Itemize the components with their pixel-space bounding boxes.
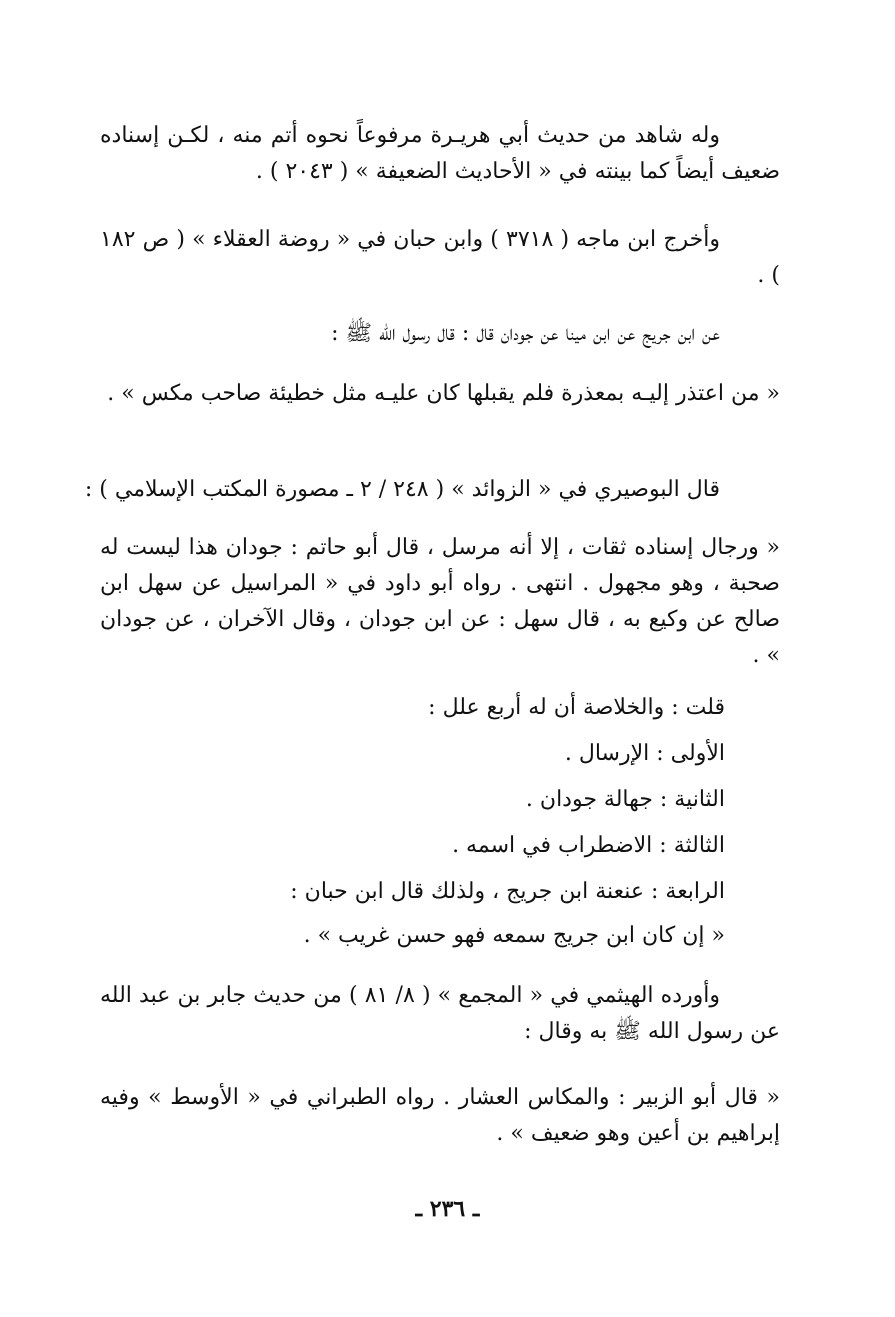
paragraph-shahid: وله شاهد من حديث أبي هريـرة مرفوعاً نحوه أتم منه ، لكـن إسناده ضعيف أيضاً كما بينته في « الأحاديث الضعيفة » ( ٢٠٤٣ ) . <box>100 123 780 184</box>
list-item-third: الثالثة : الاضطراب في اسمه . <box>452 833 725 858</box>
paragraph-haythami-quote: « قال أبو الزبير : والمكاس العشار . رواه الطبراني في « الأوسط » وفيه إبراهيم بن أعين وهو ضعيف » . <box>100 1085 780 1146</box>
ibn-hibban-quote: « إن كان ابن جريج سمعه فهو حسن غريب » . <box>303 923 725 948</box>
paragraph-isnad: عن ابن جريج عن ابن مينا عن جودان قال : قال رسول الله ﷺ : <box>331 321 720 346</box>
list-item-first: الأولى : الإرسال . <box>564 741 725 766</box>
list-item-fourth: الرابعة : عنعنة ابن جريج ، ولذلك قال ابن حبان : <box>290 879 725 904</box>
paragraph-busiri: قال البوصيري في « الزوائد » ( ٢٤٨ / ٢ ـ مصورة المكتب الإسلامي ) : <box>84 477 720 502</box>
page-number: ـ ٢٣٦ ـ <box>415 1196 480 1222</box>
list-item-second: الثانية : جهالة جودان . <box>525 787 725 812</box>
paragraph-conclusion: قلت : والخلاصة أن له أربع علل : <box>428 695 725 720</box>
paragraph-busiri-quote: « ورجال إسناده ثقات ، إلا أنه مرسل ، قال أبو حاتم : جودان هذا ليست له صحبة ، وهو مجهول . انتهى . رواه أبو داود في « المراسيل عن سهل ابن صالح عن وكيع به ، قال سهل : عن ابن جودان ، وقال الآخران ، عن جودان » . <box>100 535 780 668</box>
paragraph-haythami: وأورده الهيثمي في « المجمع » ( ٨/ ٨١ ) من حديث جابر بن عبد الله عن رسول الله ﷺ به وقال : <box>100 983 780 1044</box>
paragraph-ibn-majah: وأخرج ابن ماجه ( ٣٧١٨ ) وابن حبان في « روضة العقلاء » ( ص ١٨٢ ) . <box>100 227 780 288</box>
paragraph-hadith-text: « من اعتذر إليـه بمعذرة فلم يقبلها كان عليـه مثل خطيئة صاحب مكس » . <box>107 381 780 406</box>
